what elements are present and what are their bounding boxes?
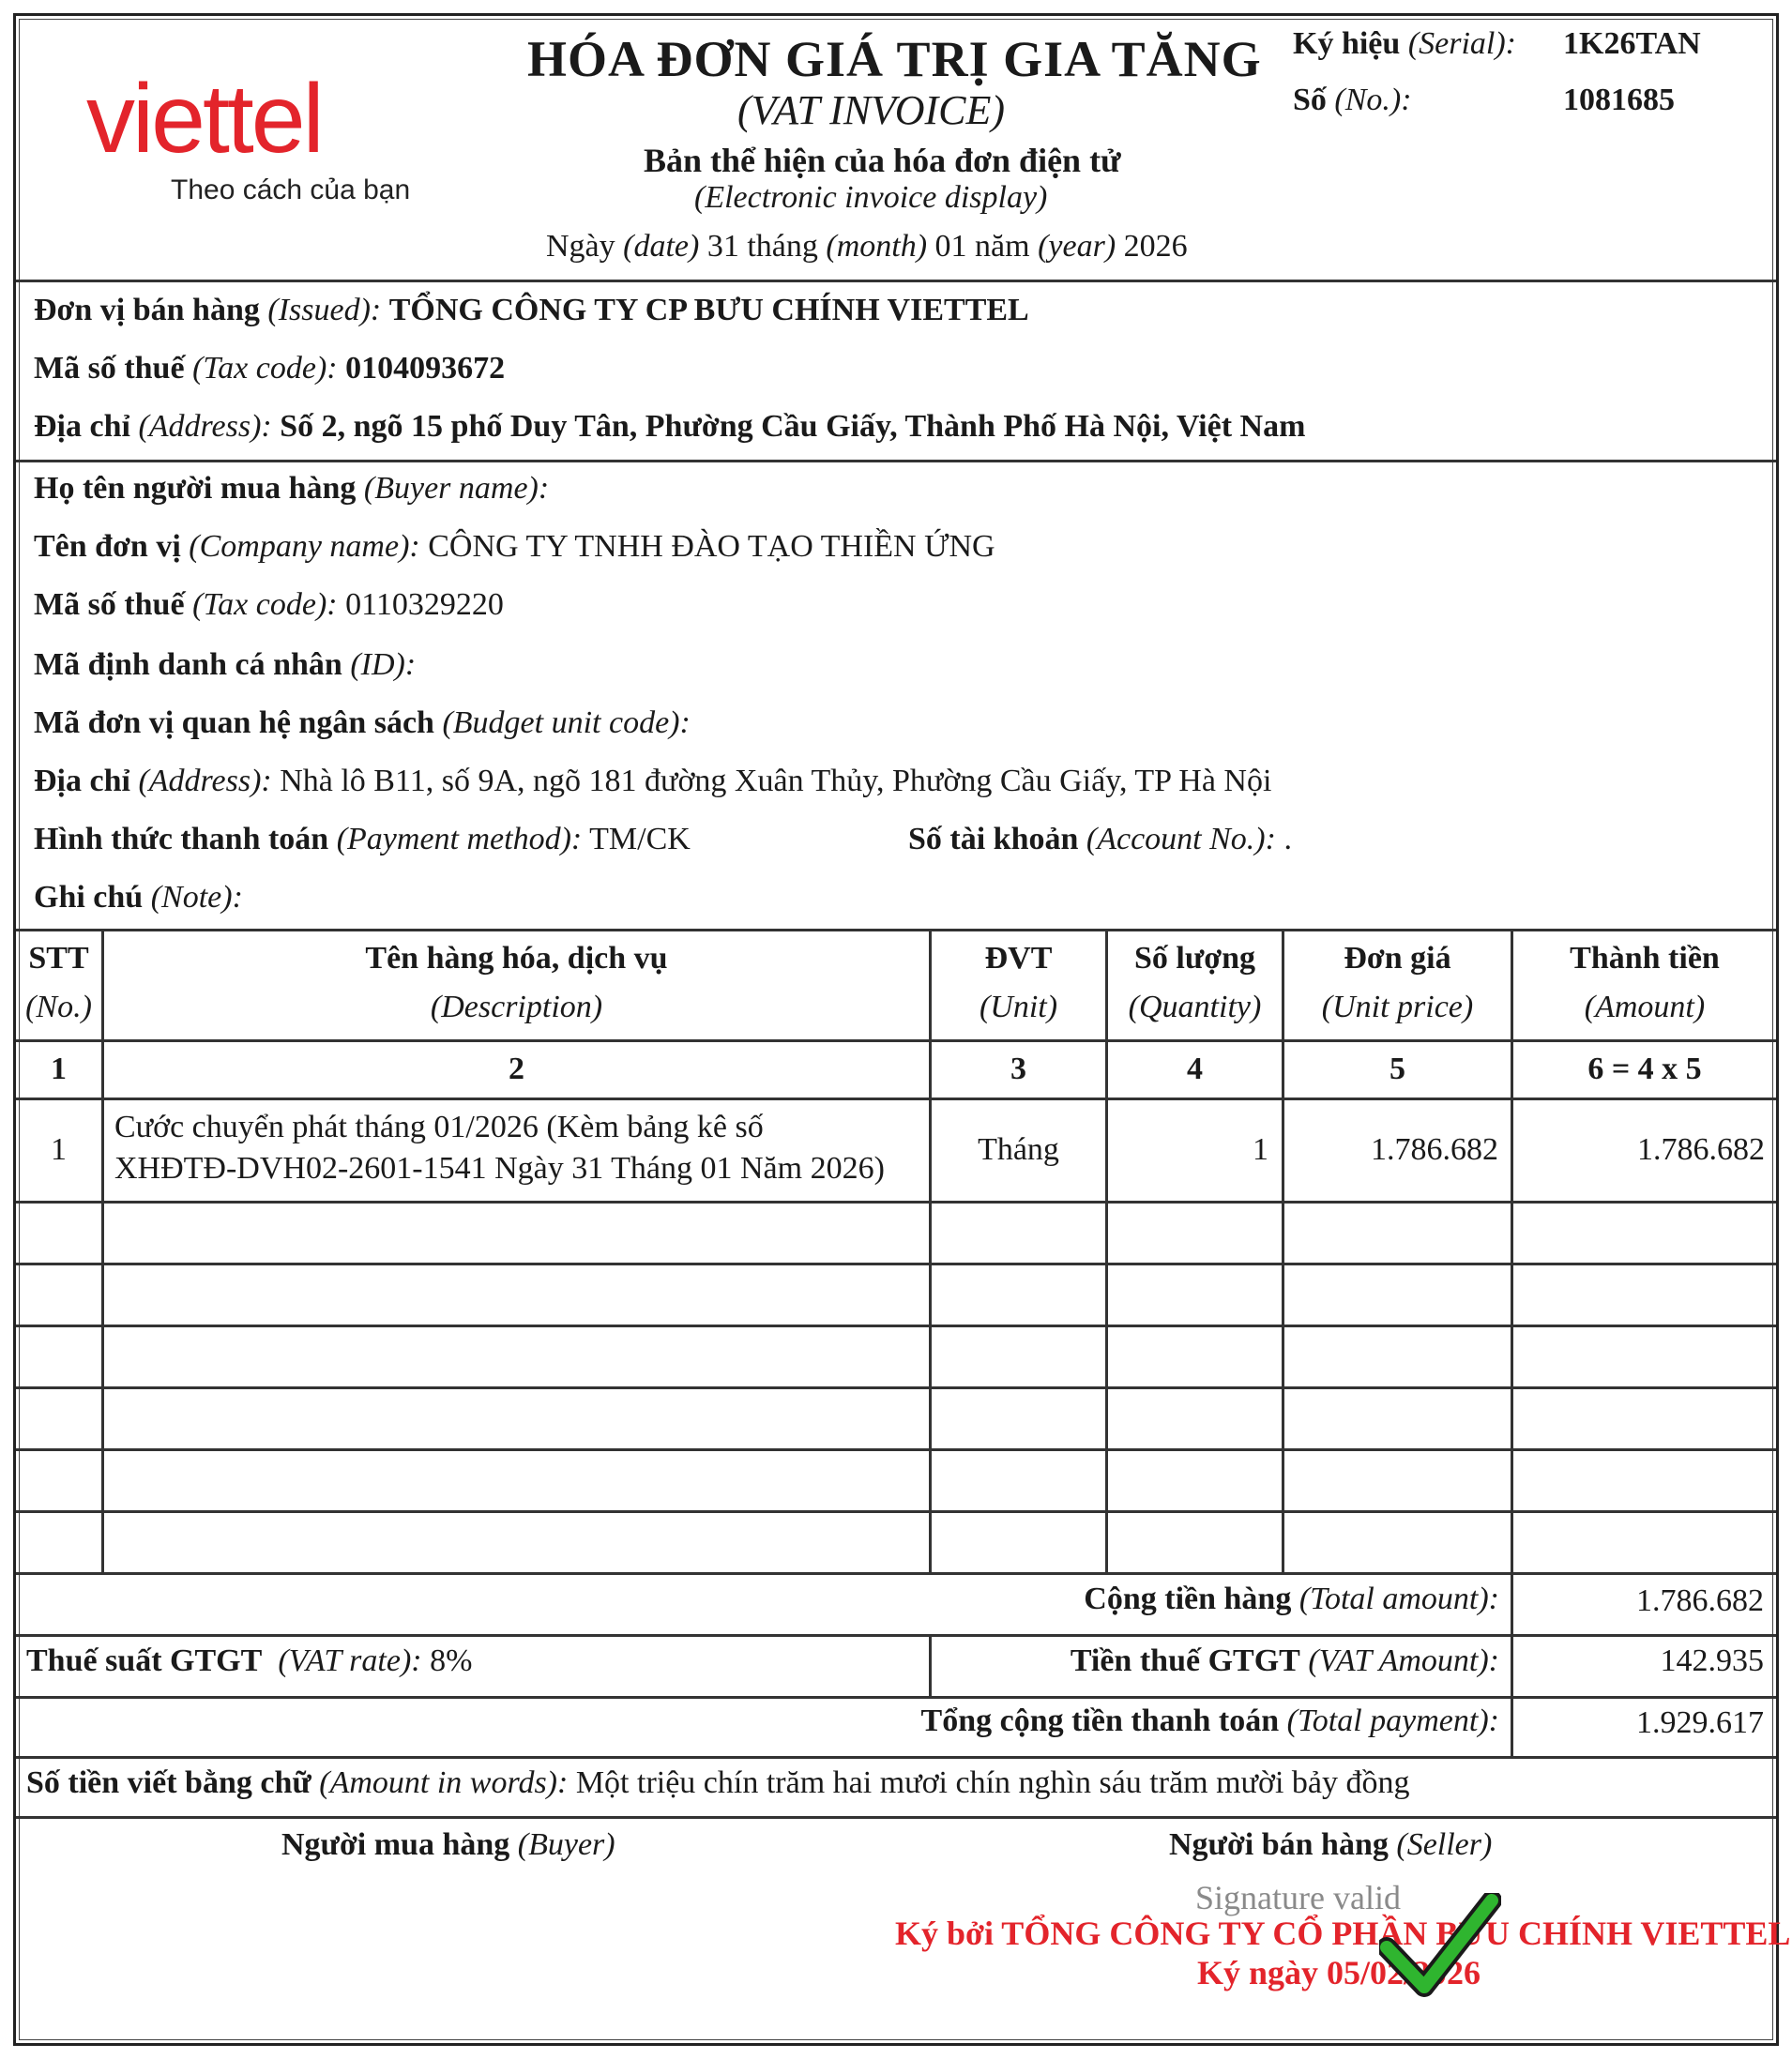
serial-value: 1K26TAN: [1563, 26, 1701, 61]
subtotal-label: Cộng tiền hàng (Total amount):: [1084, 1582, 1499, 1616]
invoice-title-en: (VAT INVOICE): [737, 87, 1006, 133]
number-label: Số (No.):: [1293, 83, 1412, 117]
total-payment-label: Tổng cộng tiền thanh toán (Total payment):: [920, 1703, 1499, 1738]
header-unit: ĐVT (Unit): [979, 941, 1058, 1024]
buyer-address: Địa chỉ (Address): Nhà lô B11, số 9A, ngõ 181 đường Xuân Thủy, Phường Cầu Giấy, TP Hà Nội: [34, 764, 1272, 798]
header-no: STT (No.): [25, 941, 92, 1024]
row-unit: Tháng: [978, 1132, 1059, 1167]
signed-by-text: Ký bởi TỔNG CÔNG TY CỔ PHẦN BƯU CHÍNH VIETTEL: [895, 1915, 1791, 1952]
divider-seller: [16, 460, 1776, 462]
vat-divider: [929, 1634, 932, 1696]
row-no: 1: [51, 1132, 67, 1167]
header-amount: Thành tiền (Amount): [1570, 941, 1720, 1024]
header-unit-price: Đơn giá (Unit price): [1321, 941, 1474, 1024]
totals-line: [16, 1634, 1776, 1637]
index-cell: 5: [1390, 1052, 1405, 1086]
totals-col-divider: [1511, 1572, 1513, 1758]
signature-check-icon: [1379, 1893, 1501, 2006]
buyer-signature-label: Người mua hàng (Buyer): [281, 1827, 615, 1862]
row-description: Cước chuyển phát tháng 01/2026 (Kèm bảng kê số XHĐTĐ-DVH02-2601-1541 Ngày 31 Tháng 01 Năm 2026): [114, 1110, 885, 1186]
header-quantity: Số lượng (Quantity): [1128, 941, 1262, 1024]
vat-amount-value: 142.935: [1660, 1643, 1764, 1678]
index-cell: 4: [1187, 1052, 1203, 1086]
buyer-name: Họ tên người mua hàng (Buyer name):: [34, 471, 550, 506]
buyer-tax-code: Mã số thuế (Tax code): 0110329220: [34, 587, 504, 622]
number-value: 1081685: [1563, 83, 1675, 117]
signed-date-text: Ký ngày 05/02/2026: [1197, 1954, 1481, 1991]
words-line: [16, 1816, 1776, 1819]
row-amount: 1.786.682: [1637, 1132, 1765, 1167]
row-quantity: 1: [1253, 1132, 1268, 1167]
index-cell: 3: [1010, 1052, 1026, 1086]
seller-issued: Đơn vị bán hàng (Issued): TỔNG CÔNG TY CP BƯU CHÍNH VIETTEL: [34, 293, 1029, 327]
total-payment-value: 1.929.617: [1636, 1705, 1764, 1740]
seller-tax-code: Mã số thuế (Tax code): 0104093672: [34, 351, 506, 386]
invoice-title: HÓA ĐƠN GIÁ TRỊ GIA TĂNG: [527, 31, 1262, 87]
buyer-budget-code: Mã đơn vị quan hệ ngân sách (Budget unit code):: [34, 705, 691, 740]
totals-line: [16, 1696, 1776, 1699]
amount-in-words: Số tiền viết bằng chữ (Amount in words): Một triệu chín trăm hai mươi chín nghìn sáu trăm mười bảy đồng: [26, 1765, 1410, 1800]
totals-line: [16, 1756, 1776, 1759]
index-cell: 2: [509, 1052, 524, 1086]
serial-label: Ký hiệu (Serial):: [1293, 26, 1516, 61]
invoice-subtitle: Bản thể hiện của hóa đơn điện tử: [644, 142, 1121, 179]
row-unit-price: 1.786.682: [1371, 1132, 1498, 1167]
signature-valid-text: Signature valid: [1195, 1879, 1401, 1916]
buyer-id: Mã định danh cá nhân (ID):: [34, 647, 417, 682]
divider-header: [16, 280, 1776, 282]
buyer-company: Tên đơn vị (Company name): CÔNG TY TNHH ĐÀO TẠO THIỀN ỨNG: [34, 529, 995, 564]
subtotal-value: 1.786.682: [1636, 1583, 1764, 1618]
buyer-account-no: Số tài khoản (Account No.): .: [908, 822, 1292, 856]
viettel-logo: viettel: [86, 65, 322, 174]
invoice-subtitle-en: (Electronic invoice display): [694, 180, 1048, 215]
vat-amount-label: Tiền thuế GTGT (VAT Amount):: [1070, 1643, 1499, 1678]
header-description: Tên hàng hóa, dịch vụ (Description): [365, 941, 668, 1024]
buyer-note: Ghi chú (Note):: [34, 880, 243, 915]
index-cell: 6 = 4 x 5: [1587, 1052, 1702, 1086]
logo-tagline: Theo cách của bạn: [171, 174, 411, 205]
index-cell: 1: [51, 1052, 67, 1086]
vat-rate: Thuế suất GTGT (VAT rate): 8%: [26, 1643, 473, 1678]
invoice-date: Ngày (date) 31 tháng (month) 01 năm (year) 2026: [546, 229, 1188, 264]
seller-address: Địa chỉ (Address): Số 2, ngõ 15 phố Duy Tân, Phường Cầu Giấy, Thành Phố Hà Nội, Việt Nam: [34, 409, 1306, 444]
seller-signature-label: Người bán hàng (Seller): [1169, 1827, 1493, 1862]
buyer-payment-method: Hình thức thanh toán (Payment method): TM/CK: [34, 822, 691, 856]
